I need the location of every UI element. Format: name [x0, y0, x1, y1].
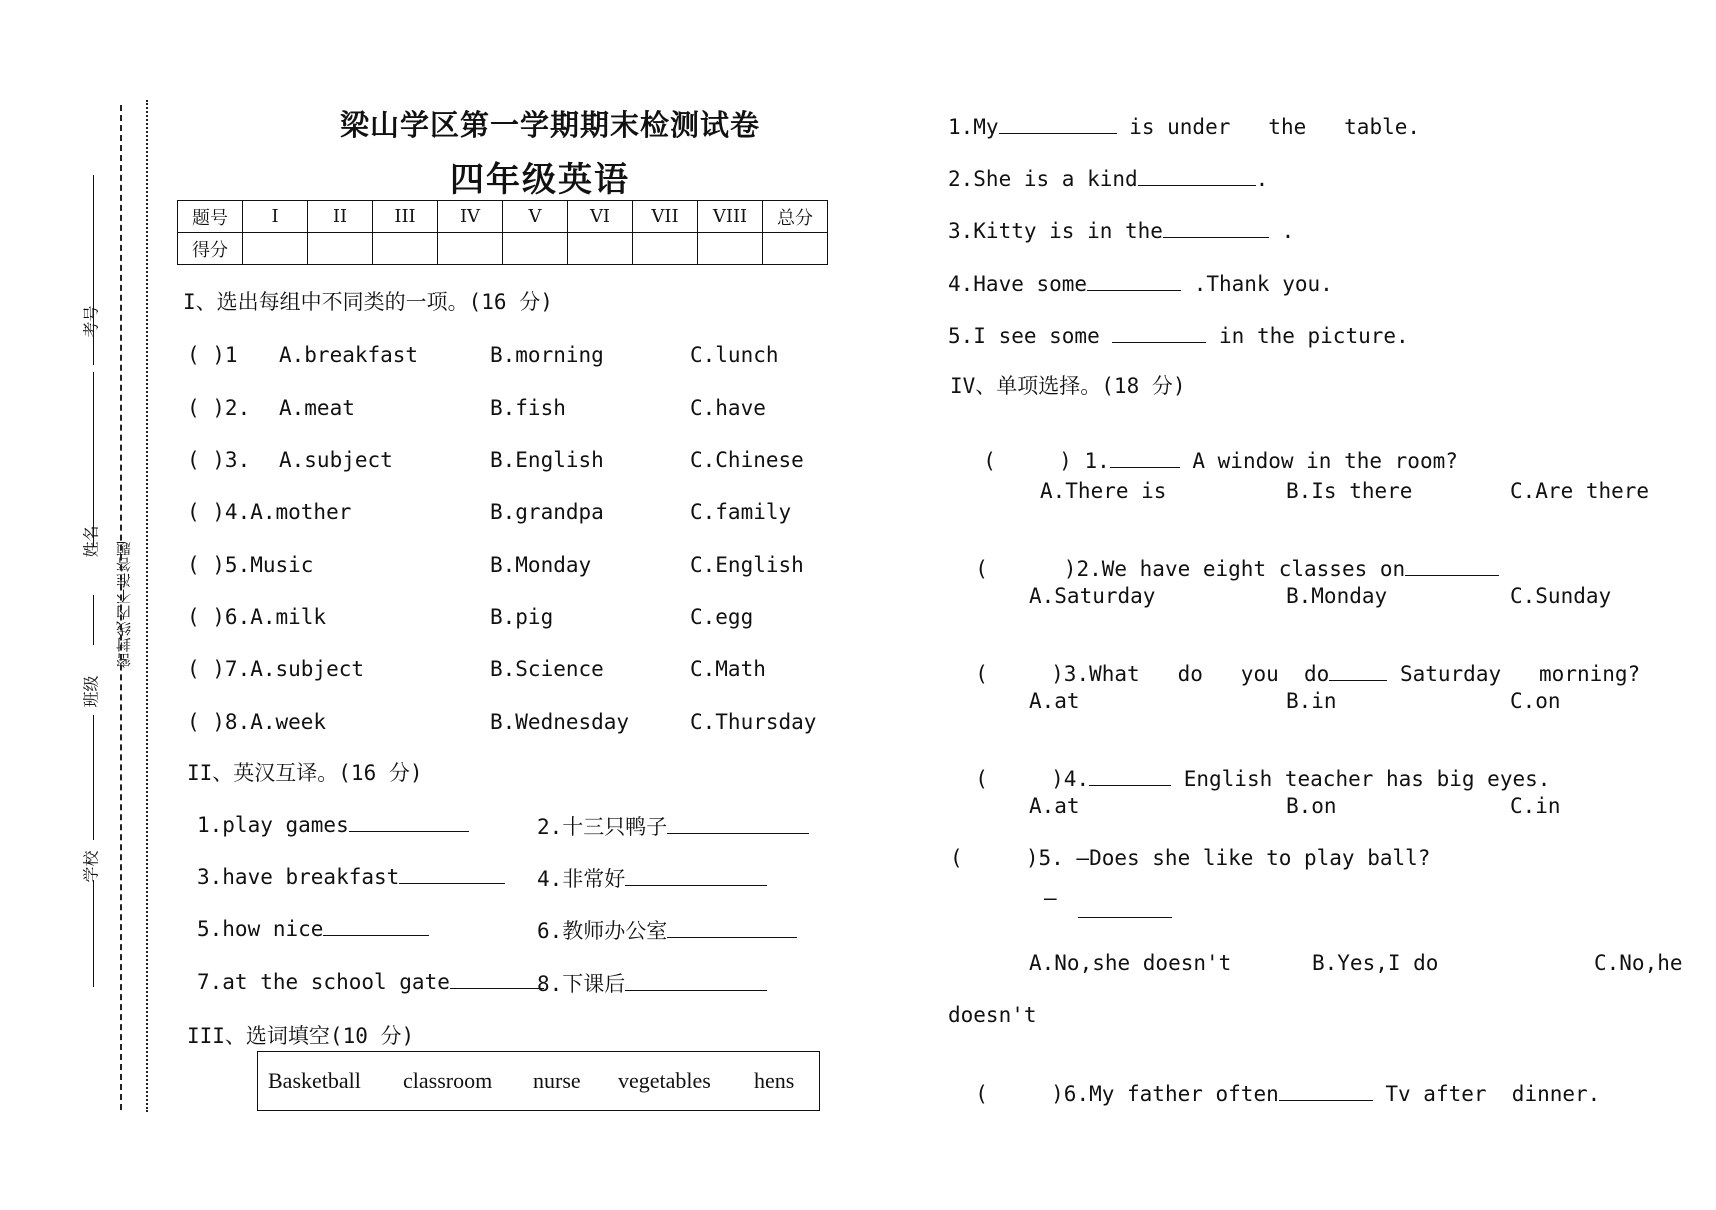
s4-q6-post: Tv after dinner. [1372, 1082, 1601, 1106]
score-cell[interactable] [633, 233, 698, 265]
answer-blank[interactable] [1087, 270, 1181, 291]
cell-col-1: I [243, 201, 308, 233]
cell-col-3: III [373, 201, 438, 233]
s1-q2-c: C.have [690, 396, 766, 420]
seal-dashed-line [120, 105, 122, 1110]
s1-q5-c: C.English [690, 553, 804, 577]
word-bank-item: hens [754, 1068, 795, 1093]
s1-q3-num: ( )3. [187, 448, 251, 472]
cell-score-label: 得分 [178, 233, 243, 265]
answer-blank[interactable] [1138, 165, 1256, 186]
score-cell[interactable] [438, 233, 503, 265]
score-table-score-row [178, 233, 828, 265]
score-cell[interactable] [763, 233, 828, 265]
s4-q4-post: English teacher has big eyes. [1171, 767, 1551, 791]
school-label: 学校 [81, 850, 101, 883]
answer-blank[interactable] [1163, 217, 1269, 238]
answer-blank[interactable] [1112, 322, 1206, 343]
score-cell[interactable] [503, 233, 568, 265]
answer-blank[interactable] [625, 865, 767, 886]
s1-q2-b: B.fish [490, 396, 566, 420]
s4-q3-option-c[interactable]: C.on [1510, 689, 1561, 713]
cell-col-8: VIII [698, 201, 763, 233]
s1-q4-num: ( )4.A.mother [187, 500, 352, 524]
answer-blank[interactable] [1078, 897, 1172, 918]
s1-q5-num: ( )5.Music [187, 553, 314, 577]
word-bank-item: nurse [533, 1068, 581, 1093]
s1-q1-b: B.morning [490, 343, 604, 367]
cell-col-2: II [308, 201, 373, 233]
s4-q4-pre: ( )4. [975, 767, 1090, 791]
s2-item-3 [197, 863, 505, 889]
s2-item-4 [537, 863, 767, 893]
s1-q3-c: C.Chinese [690, 448, 804, 472]
s1-q6-b: B.pig [490, 605, 554, 629]
seal-line-notice: 密封线内不准答题 [115, 540, 133, 668]
exam-subtitle: 四年级英语 [450, 160, 630, 200]
s1-q4-c: C.family [690, 500, 792, 524]
s2-item-7 [197, 968, 544, 994]
s2-item-1-text: 1.play games [197, 813, 349, 837]
word-bank-item: vegetables [618, 1068, 711, 1093]
score-cell[interactable] [568, 233, 633, 265]
s4-q4-option-b[interactable]: B.on [1286, 794, 1337, 818]
s3-sentence-4 [948, 270, 1333, 296]
s3-sentence-3-post: . [1268, 219, 1295, 243]
seal-dotted-line [146, 100, 148, 1112]
score-cell[interactable] [308, 233, 373, 265]
s1-q1-num: ( )1 [187, 343, 238, 367]
s4-q2-text: ( )2.We have eight classes on [975, 557, 1406, 581]
s4-q5-option-a[interactable]: A.No,she doesn't [1029, 951, 1232, 975]
s3-sentence-4-post: .Thank you. [1181, 272, 1333, 296]
s3-sentence-1 [948, 113, 1420, 139]
section3-heading: III、选词填空(10 分) [187, 1024, 415, 1048]
s4-q1-option-c[interactable]: C.Are there [1510, 479, 1650, 503]
s4-q5-answer-blank [1078, 897, 1172, 923]
s4-q5-option-c-cont: doesn't [948, 1003, 1037, 1027]
answer-blank[interactable] [667, 813, 809, 834]
class-label: 班级 [81, 675, 101, 708]
s2-item-6 [537, 915, 797, 945]
s4-q2-option-b[interactable]: B.Monday [1286, 584, 1388, 608]
s1-q2-a: A.meat [279, 396, 355, 420]
s1-q8-c: C.Thursday [690, 710, 817, 734]
cell-col-6: VI [568, 201, 633, 233]
s3-sentence-2 [948, 165, 1268, 191]
s1-q7-c: C.Math [690, 657, 766, 681]
cell-total: 总分 [763, 201, 828, 233]
s4-q1-option-b[interactable]: B.Is there [1286, 479, 1413, 503]
word-bank-box [257, 1051, 820, 1111]
score-table-header-row [178, 201, 828, 233]
s3-sentence-1-pre: 1.My [948, 115, 999, 139]
s3-sentence-5-pre: 5.I see some [948, 324, 1113, 348]
s1-q8-b: B.Wednesday [490, 710, 630, 734]
s2-item-4-text: 4.非常好 [537, 867, 626, 891]
class-line [93, 595, 94, 645]
s4-q3-post: Saturday morning? [1387, 662, 1641, 686]
s4-q6-stem [950, 1056, 1600, 1106]
s4-q3-stem [950, 636, 1640, 686]
answer-blank[interactable] [667, 917, 797, 938]
s2-item-8 [537, 968, 767, 998]
s2-item-1 [197, 811, 469, 837]
s1-q1-c: C.lunch [690, 343, 779, 367]
score-table [177, 200, 828, 265]
s2-item-2 [537, 811, 809, 841]
s4-q2-option-a[interactable]: A.Saturday [1029, 584, 1156, 608]
answer-blank[interactable] [450, 968, 544, 989]
s4-q5-stem: ( )5. —Does she like to play ball? [950, 846, 1431, 870]
section2-heading: II、英汉互译。(16 分) [187, 761, 423, 785]
s3-sentence-1-post: is under the table. [1116, 115, 1421, 139]
class-line-lower [93, 715, 94, 840]
s4-q4-option-c[interactable]: C.in [1510, 794, 1561, 818]
cell-col-7: VII [633, 201, 698, 233]
section1-heading: I、选出每组中不同类的一项。(16 分) [183, 290, 553, 314]
school-line [93, 880, 94, 987]
s1-q3-b: B.English [490, 448, 604, 472]
s4-q5-dash: — [1044, 886, 1057, 910]
name-label: 姓名 [81, 525, 101, 558]
s2-item-7-text: 7.at the school gate [197, 970, 450, 994]
answer-blank[interactable] [399, 863, 505, 884]
cell-question-no: 题号 [178, 201, 243, 233]
s4-q2-stem [950, 531, 1499, 581]
answer-blank[interactable] [1279, 1080, 1373, 1101]
s3-sentence-3 [948, 217, 1294, 243]
score-cell[interactable] [243, 233, 308, 265]
s2-item-2-text: 2.十三只鸭子 [537, 815, 668, 839]
s1-q8-num: ( )8.A.week [187, 710, 327, 734]
s4-q1-pre: ( ) 1. [983, 449, 1110, 473]
section4-heading: IV、单项选择。(18 分) [950, 374, 1186, 398]
answer-blank[interactable] [1405, 555, 1499, 576]
s3-sentence-5 [948, 322, 1409, 348]
s2-item-5-text: 5.how nice [197, 917, 324, 941]
s4-q4-option-a[interactable]: A.at [1029, 794, 1080, 818]
answer-blank[interactable] [999, 113, 1117, 134]
answer-blank[interactable] [1110, 447, 1180, 468]
s1-q2-num: ( )2. [187, 396, 251, 420]
word-bank-item: classroom [403, 1068, 493, 1093]
exam-no-label: 考号 [81, 305, 101, 338]
s1-q5-b: B.Monday [490, 553, 592, 577]
score-cell[interactable] [698, 233, 763, 265]
s1-q6-num: ( )6.A.milk [187, 605, 327, 629]
s4-q6-pre: ( )6.My father often [975, 1082, 1279, 1106]
cell-col-4: IV [438, 201, 503, 233]
answer-blank[interactable] [625, 970, 767, 991]
answer-blank[interactable] [1329, 660, 1387, 681]
s2-item-3-text: 3.have breakfast [197, 865, 400, 889]
s4-q3-option-b[interactable]: B.in [1286, 689, 1337, 713]
s3-sentence-4-pre: 4.Have some [948, 272, 1088, 296]
s3-sentence-2-pre: 2.She is a kind [948, 167, 1138, 191]
cell-col-5: V [503, 201, 568, 233]
exam-title: 梁山学区第一学期期末检测试卷 [340, 108, 761, 142]
s4-q2-option-c[interactable]: C.Sunday [1510, 584, 1612, 608]
s1-q6-c: C.egg [690, 605, 754, 629]
s1-q7-b: B.Science [490, 657, 604, 681]
s4-q1-stem [958, 423, 1458, 473]
s4-q1-option-a[interactable]: A.There is [1040, 479, 1167, 503]
s3-sentence-5-post: in the picture. [1206, 324, 1409, 348]
score-cell[interactable] [373, 233, 438, 265]
s2-item-5 [197, 915, 429, 941]
s4-q1-post: A window in the room? [1179, 449, 1458, 473]
name-line [93, 372, 94, 547]
s1-q1-a: A.breakfast [279, 343, 419, 367]
s4-q5-option-c[interactable]: C.No,he [1594, 951, 1683, 975]
answer-blank[interactable] [323, 915, 429, 936]
s3-sentence-3-pre: 3.Kitty is in the [948, 219, 1163, 243]
s3-sentence-2-post: . [1255, 167, 1269, 191]
s1-q7-num: ( )7.A.subject [187, 657, 365, 681]
s4-q4-stem [950, 741, 1550, 791]
s4-q5-option-b[interactable]: B.Yes,I do [1312, 951, 1439, 975]
s2-item-6-text: 6.教师办公室 [537, 919, 668, 943]
s4-q3-pre: ( )3.What do you do [975, 662, 1330, 686]
word-bank-item: Basketball [268, 1068, 361, 1093]
s4-q3-option-a[interactable]: A.at [1029, 689, 1080, 713]
s2-item-8-text: 8.下课后 [537, 972, 626, 996]
answer-blank[interactable] [1089, 765, 1171, 786]
s1-q4-b: B.grandpa [490, 500, 604, 524]
s1-q3-a: A.subject [279, 448, 393, 472]
answer-blank[interactable] [349, 811, 469, 832]
